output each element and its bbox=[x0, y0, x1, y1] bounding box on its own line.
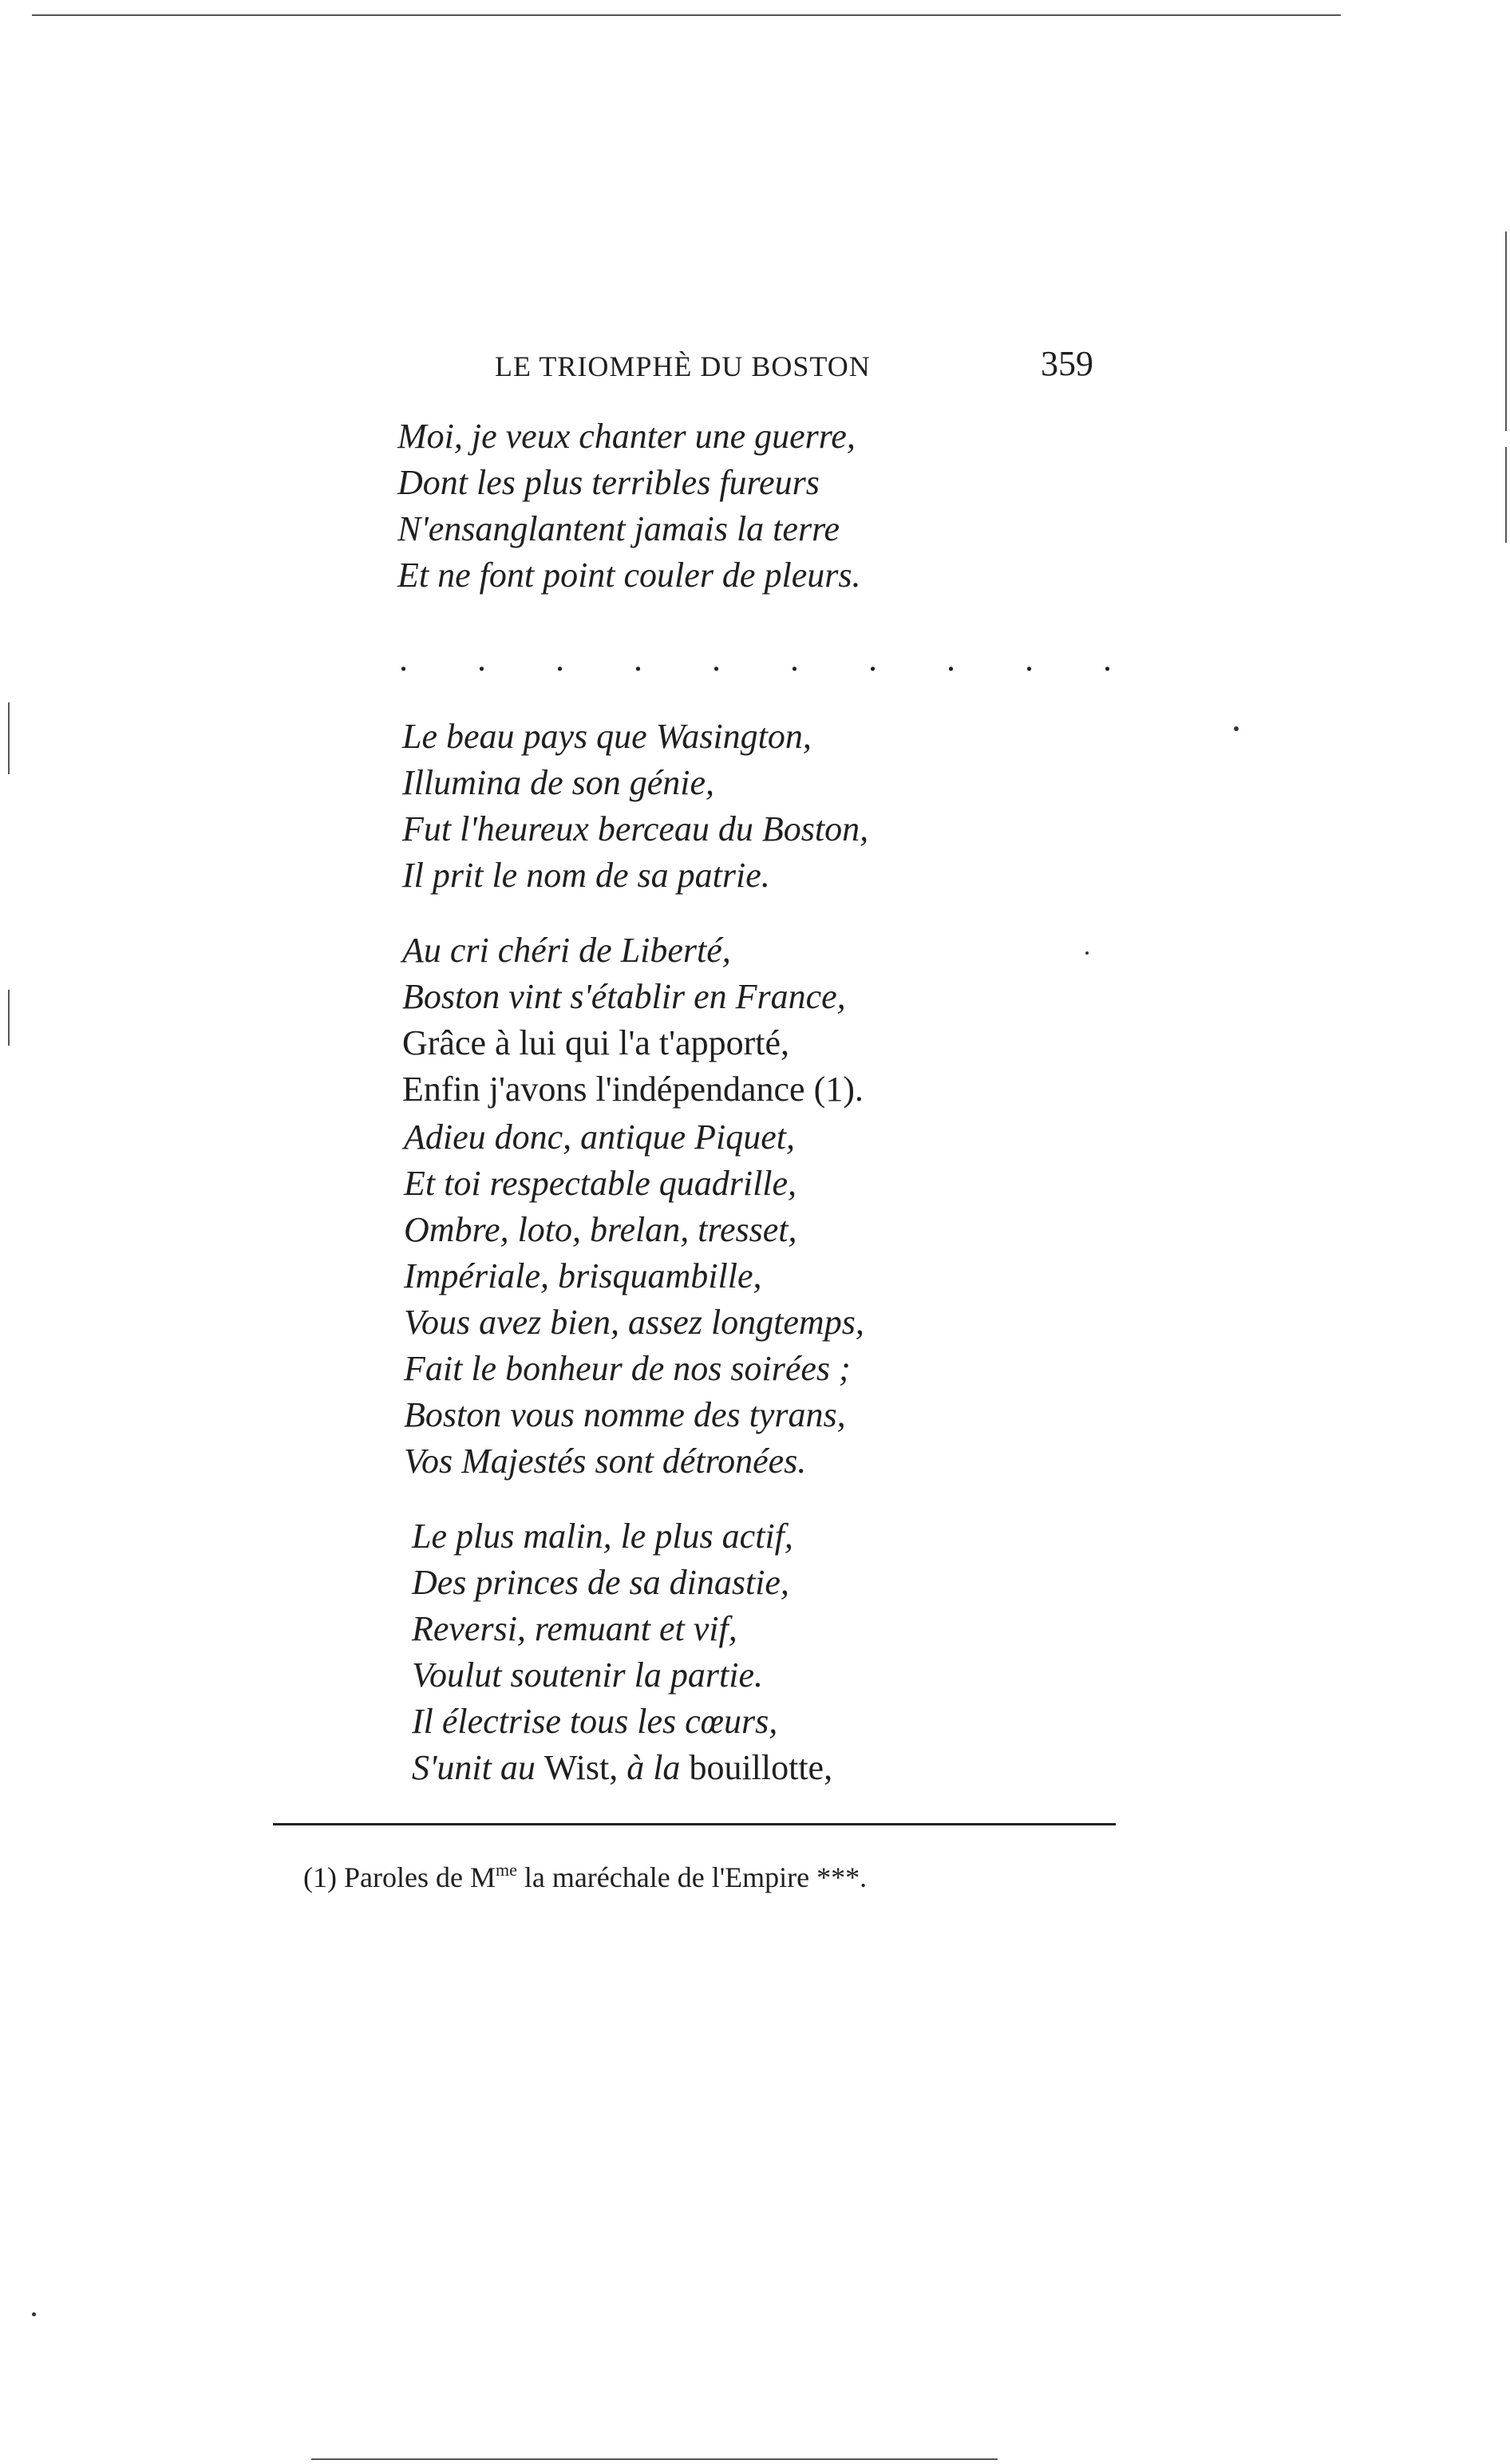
footnote-superscript: me bbox=[495, 1860, 517, 1880]
scan-edge-bottom bbox=[311, 2458, 998, 2460]
scan-edge-right-2 bbox=[1505, 447, 1507, 543]
scan-edge-left-2 bbox=[8, 990, 10, 1046]
verse-line: Voulut soutenir la partie. bbox=[412, 1655, 763, 1695]
footnote bbox=[303, 1860, 867, 1894]
verse-line: Boston vous nomme des tyrans, bbox=[404, 1395, 846, 1434]
verse-line: Vous avez bien, assez longtemps, bbox=[404, 1303, 864, 1342]
verse-line: Et toi respectable quadrille, bbox=[404, 1164, 797, 1203]
running-title: LE TRIOMPHÈ DU BOSTON bbox=[495, 350, 871, 382]
verse-line: Dont les plus terribles fureurs bbox=[397, 463, 820, 502]
verse-line: N'ensanglantent jamais la terre bbox=[397, 509, 840, 548]
verse-fragment: Wist, bbox=[544, 1748, 627, 1787]
scan-edge-top bbox=[32, 14, 1341, 16]
verse-line: Impériale, brisquambille, bbox=[404, 1256, 762, 1295]
footnote-text-end: la maréchale de l'Empire ***. bbox=[516, 1861, 868, 1893]
verse-line: Le plus malin, le plus actif, bbox=[412, 1517, 793, 1556]
footnote-marker: (1) bbox=[303, 1861, 337, 1893]
verse-line: Fut l'heureux berceau du Boston, bbox=[402, 809, 869, 848]
verse-line: Illumina de son génie, bbox=[402, 763, 715, 802]
verse-line-mixed bbox=[412, 1745, 832, 1791]
verse-line: Le beau pays que Wasington, bbox=[402, 717, 812, 756]
scan-edge-left-1 bbox=[8, 702, 10, 774]
verse-line: Moi, je veux chanter une guerre, bbox=[397, 417, 856, 456]
footnote-rule bbox=[273, 1823, 1116, 1825]
verse-line: Reversi, remuant et vif, bbox=[412, 1609, 737, 1648]
verse-line: Des princes de sa dinastie, bbox=[412, 1563, 789, 1602]
verse-line: Au cri chéri de Liberté, bbox=[402, 931, 731, 970]
verse-fragment: S'unit au bbox=[412, 1748, 544, 1787]
verse-line: Boston vint s'établir en France, bbox=[402, 977, 846, 1016]
verse-line: Et ne font point couler de pleurs. bbox=[397, 556, 861, 595]
verse-line: Enfin j'avons l'indépendance (1). bbox=[402, 1070, 864, 1109]
page-number: 359 bbox=[1041, 344, 1093, 383]
verse-line: Ombre, loto, brelan, tresset, bbox=[404, 1210, 797, 1249]
verse-line: Il électrise tous les cœurs, bbox=[412, 1702, 778, 1741]
scan-speck-2 bbox=[1085, 951, 1089, 955]
scan-speck-3 bbox=[32, 2312, 36, 2316]
verse-fragment: à la bbox=[627, 1748, 690, 1787]
verse-line: Fait le bonheur de nos soirées ; bbox=[404, 1349, 851, 1388]
footnote-text: Paroles de M bbox=[336, 1861, 496, 1893]
scan-speck-1 bbox=[1234, 726, 1239, 731]
scan-edge-right-1 bbox=[1505, 231, 1507, 431]
verse-fragment: bouillotte, bbox=[689, 1748, 833, 1787]
verse-line: Adieu donc, antique Piquet, bbox=[404, 1117, 795, 1157]
verse-line: Grâce à lui qui l'a t'apporté, bbox=[402, 1023, 789, 1062]
ellipsis-row: . . . . . . . . . . bbox=[399, 639, 1142, 678]
verse-line: Il prit le nom de sa patrie. bbox=[402, 856, 770, 895]
verse-line: Vos Majestés sont détronées. bbox=[404, 1442, 807, 1481]
